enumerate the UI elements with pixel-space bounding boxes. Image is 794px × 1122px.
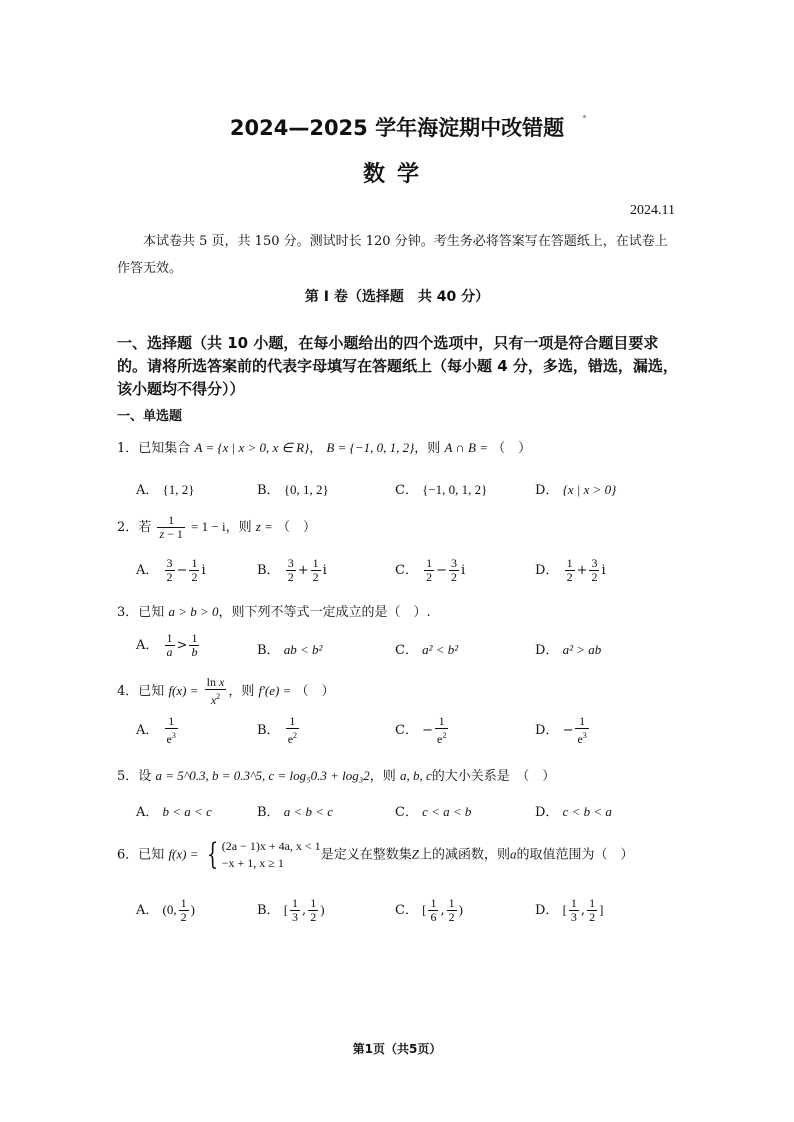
option-letter: C． <box>395 643 418 658</box>
option-letter: B． <box>257 903 280 918</box>
math-set-z: Z <box>411 846 419 862</box>
piecewise-cases <box>222 838 321 872</box>
option-text: {0, 1, 2} <box>283 482 329 497</box>
math-expression: a = 5^0.3, b = 0.3^5, c = log₅0.3 + log₃2 <box>155 768 370 783</box>
option-letter: C． <box>395 805 418 820</box>
question-2 <box>117 514 316 541</box>
question-4 <box>117 676 335 707</box>
option-letter: D． <box>535 483 559 498</box>
question-number: 2． <box>117 520 139 535</box>
option-letter: D． <box>535 903 559 918</box>
option-letter: A． <box>136 563 159 578</box>
option-text: a < b < c <box>283 804 334 819</box>
question-3 <box>117 601 431 620</box>
answer-paren: （ ） <box>276 520 316 535</box>
scan-speck <box>583 115 586 118</box>
math-fx: f(x) = <box>168 683 199 698</box>
math-rhs: = 1 − i <box>191 519 226 534</box>
page-footer: 第1页（共5页） <box>352 1042 442 1056</box>
q3-option-d <box>535 639 601 658</box>
question-5 <box>117 765 555 784</box>
answer-paren: （ ） <box>492 441 532 456</box>
option-letter: D． <box>535 563 559 578</box>
question-text: 设 <box>138 769 152 784</box>
math-condition: a > b > 0 <box>168 604 219 619</box>
question-type: 一、单选题 <box>117 409 183 424</box>
q5-option-a <box>136 801 212 820</box>
q4-option-b: B． $\frac{1}{e^2}$ <box>257 714 298 746</box>
option-text: {1, 2} <box>162 482 195 497</box>
q6-option-a: A． (0, $\frac{1}{2}$ ) <box>136 896 195 924</box>
option-letter: C． <box>395 483 418 498</box>
q2-option-b: B． $\frac{3}{2}$ + $\frac{1}{2}$ i <box>257 556 327 584</box>
question-text: ，则 <box>414 441 441 456</box>
fraction-lnx-over-x2: $\frac{\text{ln x}}{x^2}$ <box>206 675 225 707</box>
q2-option-d: D． $\frac{1}{2}$ + $\frac{3}{2}$ i <box>535 556 606 584</box>
question-text: 若 <box>138 520 152 535</box>
question-text: 上的减函数，则 <box>418 847 510 863</box>
question-number: 3． <box>117 605 139 620</box>
piecewise-case-1: (2a − 1)x + 4a, x < 1 <box>221 839 321 853</box>
question-number: 6． <box>117 847 139 863</box>
section-heading: 第 Ⅰ 卷（选择题 共 40 分） <box>304 289 490 305</box>
question-number: 1． <box>117 441 139 456</box>
option-letter: B． <box>257 723 280 738</box>
question-text: ，则下列不等式一定成立的是（ ）. <box>218 605 431 620</box>
option-letter: A． <box>136 723 159 738</box>
option-letter: D． <box>535 643 559 658</box>
math-ask: z = <box>255 519 273 534</box>
question-text: 是定义在整数集 <box>320 847 412 863</box>
answer-paren: （ ） <box>295 684 335 699</box>
option-text: a² > ab <box>562 642 602 657</box>
question-text: 已知 <box>138 605 165 620</box>
option-text: c < b < a <box>562 804 612 819</box>
question-text: 的大小关系是 （ ） <box>431 769 556 784</box>
option-text: {−1, 0, 1, 2} <box>422 482 488 497</box>
q4-option-a: A． $\frac{1}{e^3}$ <box>136 714 176 746</box>
q2-option-c: C． $\frac{1}{2}$ − $\frac{3}{2}$ i <box>395 556 466 584</box>
q3-option-b <box>257 639 322 658</box>
math-set-b: B = {−1, 0, 1, 2} <box>326 440 415 455</box>
question-text: 已知集合 <box>138 441 191 456</box>
piecewise-case-2: −x + 1, x ≥ 1 <box>221 856 284 870</box>
option-letter: A． <box>136 483 159 498</box>
q1-option-b <box>257 479 329 498</box>
q1-option-a <box>136 479 195 498</box>
option-letter: B． <box>257 805 280 820</box>
option-text: c < a < b <box>422 804 472 819</box>
option-letter: B． <box>257 483 280 498</box>
option-letter: D． <box>535 723 559 738</box>
option-letter: D． <box>535 805 559 820</box>
question-text: 的取值范围为（ ） <box>516 847 634 863</box>
option-text: ab < b² <box>283 642 323 657</box>
question-text: 已知 <box>138 847 165 863</box>
q6-option-c: C． [ $\frac{1}{6}$ , $\frac{1}{2}$ ) <box>395 896 463 924</box>
question-text: ，则 <box>228 684 255 699</box>
math-set-a: A = {x | x > 0, x ∈ R} <box>194 440 310 455</box>
question-text: ，则 <box>369 769 396 784</box>
option-text: a² < b² <box>422 642 459 657</box>
question-text: ，则 <box>225 520 252 535</box>
option-letter: B． <box>257 643 280 658</box>
q5-option-c <box>395 801 471 820</box>
option-letter: B． <box>257 563 280 578</box>
math-ask: A ∩ B = <box>444 440 488 455</box>
question-text: 已知 <box>138 684 165 699</box>
q5-option-d <box>535 801 612 820</box>
question-number: 4． <box>117 684 139 699</box>
q1-option-c <box>395 479 487 498</box>
piecewise-brace: { <box>206 837 218 872</box>
subject-title: 数学 <box>362 162 431 187</box>
question-1: 1．已知集合 A = {x | x > 0, x ∈ R}， B = {−1, 0, 1, 2}，则 A ∩ B = （ ） <box>117 440 532 456</box>
math-fx: f(x) = <box>168 846 199 862</box>
option-letter: C． <box>395 723 418 738</box>
q4-option-d: D． − $\frac{1}{e^3}$ <box>535 714 587 746</box>
q6-option-b: B． [ $\frac{1}{3}$ , $\frac{1}{2}$ ) <box>257 896 325 924</box>
option-letter: C． <box>395 903 418 918</box>
q5-option-b <box>257 801 333 820</box>
section-instructions: 一、选择题（共 10 小题，在每小题给出的四个选项中，只有一项是符合题目要求的。请将所选答案前的代表字母填写在答题纸上（每小题 4 分，多选，错选，漏选，该小题均不得分）） <box>117 334 678 398</box>
math-var: a <box>509 846 517 862</box>
math-ask: f′(e) = <box>258 683 292 698</box>
exam-date: 2024.11 <box>630 203 675 218</box>
option-letter: C． <box>395 563 418 578</box>
option-letter: A． <box>136 903 159 918</box>
exam-title: 2024—2025 学年海淀期中改错题 <box>229 116 565 140</box>
option-letter: A． <box>136 638 159 653</box>
option-text: b < a < c <box>162 804 212 819</box>
q6-option-d: D． [ $\frac{1}{3}$ , $\frac{1}{2}$ ] <box>535 896 604 924</box>
math-vars: a, b, c <box>399 768 432 783</box>
q3-option-a: A． $\frac{1}{a}$ > $\frac{1}{b}$ <box>136 631 198 659</box>
question-number: 5． <box>117 769 139 784</box>
q1-option-d <box>535 479 616 498</box>
option-letter: A． <box>136 805 159 820</box>
q3-option-c <box>395 639 458 658</box>
question-6 <box>117 838 633 872</box>
fraction-1-over-z-minus-1: $\frac{1}{z - 1}$ <box>159 513 183 541</box>
exam-notice: 本试卷共 5 页，共 150 分。测试时长 120 分钟。考生务必将答案写在答题纸上，在试卷上作答无效。 <box>117 234 668 276</box>
q2-option-a: A． $\frac{3}{2}$ − $\frac{1}{2}$ i <box>136 556 206 584</box>
option-text: {x | x > 0} <box>562 482 617 497</box>
q4-option-c: C． − $\frac{1}{e^2}$ <box>395 714 447 746</box>
